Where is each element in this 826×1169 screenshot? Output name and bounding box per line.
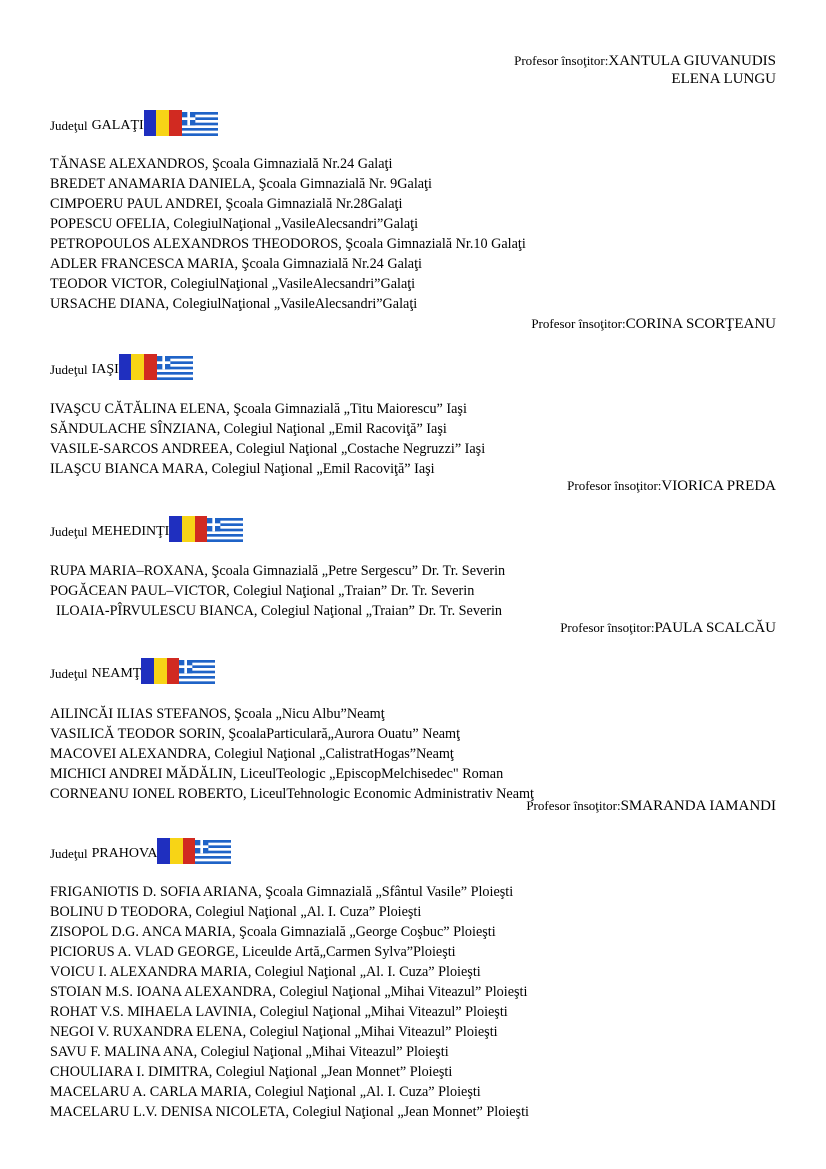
teacher-prefix: Profesor însoţitor: xyxy=(531,316,626,331)
county-name: NEAMŢ xyxy=(91,666,142,681)
teacher-name: CORINA SCORŢEANU xyxy=(625,316,776,332)
list-item: CHOULIARA I. DIMITRA, Colegiul Naţional „Jean Monnet” Ploieşti xyxy=(50,1064,453,1080)
greece-flag-icon xyxy=(195,840,231,864)
county-label: Judeţul xyxy=(50,666,88,681)
teacher-neamt xyxy=(526,797,776,815)
flags xyxy=(169,516,243,540)
list-item: URSACHE DIANA, ColegiulNaţional „VasileAlecsandri”Galaţi xyxy=(50,296,418,312)
romania-flag-icon xyxy=(157,838,195,864)
flags xyxy=(141,658,215,682)
list-item: ROHAT V.S. MIHAELA LAVINIA, Colegiul Naţional „Mihai Viteazul” Ploieşti xyxy=(50,1004,508,1020)
county-name: IAŞI xyxy=(91,362,119,377)
list-item: MACELARU L.V. DENISA NICOLETA, Colegiul Naţional „Jean Monnet” Ploieşti xyxy=(50,1104,529,1120)
list-item: TĂNASE ALEXANDROS, Şcoala Gimnazială Nr.24 Galaţi xyxy=(50,156,393,172)
county-heading-prahova xyxy=(50,834,231,862)
teacher-name-second: ELENA LUNGU xyxy=(671,71,776,87)
greece-flag-icon xyxy=(157,356,193,380)
list-item: VASILICĂ TEODOR SORIN, ŞcoalaParticulară„Aurora Ouatu” Neamţ xyxy=(50,726,461,742)
county-label: Judeţul xyxy=(50,524,88,539)
teacher-prefix: Profesor însoţitor: xyxy=(514,53,609,68)
county-label: Judeţul xyxy=(50,118,88,133)
flag-stripe xyxy=(207,534,243,537)
list-item: FRIGANIOTIS D. SOFIA ARIANA, Şcoala Gimnazială „Sfântul Vasile” Ploieşti xyxy=(50,884,514,900)
flag-cross-horizontal xyxy=(195,845,208,848)
student-list-galati xyxy=(50,154,526,314)
list-item: ILAŞCU BIANCA MARA, Colegiul Naţional „Emil Racoviţă” Iaşi xyxy=(50,461,435,477)
list-item: VASILE-SARCOS ANDREEA, Colegiul Naţional „Costache Negruzzi” Iaşi xyxy=(50,441,486,457)
county-name: PRAHOVA xyxy=(91,846,158,861)
teacher-name: VIORICA PREDA xyxy=(661,478,776,494)
list-item: NEGOI V. RUXANDRA ELENA, Colegiul Naţional „Mihai Viteazul” Ploieşti xyxy=(50,1024,498,1040)
list-item: CIMPOERU PAUL ANDREI, Şcoala Gimnazială Nr.28Galaţi xyxy=(50,196,403,212)
flag-stripe xyxy=(182,133,218,136)
list-item: TEODOR VICTOR, ColegiulNaţional „VasileAlecsandri”Galaţi xyxy=(50,276,416,292)
list-item: RUPA MARIA–ROXANA, Şcoala Gimnazială „Petre Sergescu” Dr. Tr. Severin xyxy=(50,563,506,579)
flag-stripe xyxy=(157,377,193,380)
list-item: POGĂCEAN PAUL–VICTOR, Colegiul Naţional „Traian” Dr. Tr. Severin xyxy=(50,583,475,599)
teacher-prefix: Profesor însoţitor: xyxy=(526,798,621,813)
flags xyxy=(119,354,193,378)
romania-flag-icon xyxy=(141,658,179,684)
flag-stripe xyxy=(179,681,215,684)
flag-cross-horizontal xyxy=(179,665,192,668)
teacher-prefix: Profesor însoţitor: xyxy=(567,478,662,493)
student-list-mehedinti xyxy=(50,561,505,621)
list-item: BOLINU D TEODORA, Colegiul Naţional „Al. I. Cuza” Ploieşti xyxy=(50,904,422,920)
list-item: POPESCU OFELIA, ColegiulNaţional „VasileAlecsandri”Galaţi xyxy=(50,216,419,232)
teacher-iasi xyxy=(567,477,776,495)
teacher-prefix: Profesor însoţitor: xyxy=(560,620,655,635)
list-item: MACELARU A. CARLA MARIA, Colegiul Naţional „Al. I. Cuza” Ploieşti xyxy=(50,1084,481,1100)
flag-stripe xyxy=(179,676,215,679)
county-heading-mehedinti xyxy=(50,512,243,540)
flags xyxy=(144,110,218,134)
county-heading-neamt xyxy=(50,654,215,682)
county-name: GALAŢI xyxy=(91,118,144,133)
list-item: MICHICI ANDREI MĂDĂLIN, LiceulTeologic „EpiscopMelchisedec" Roman xyxy=(50,766,504,782)
student-list-prahova xyxy=(50,882,529,1122)
list-item: ZISOPOL D.G. ANCA MARIA, Şcoala Gimnazială „George Coşbuc” Ploieşti xyxy=(50,924,496,940)
flag-cross-horizontal xyxy=(182,117,195,120)
list-item: PETROPOULOS ALEXANDROS THEODOROS, Şcoala Gimnazială Nr.10 Galaţi xyxy=(50,236,526,252)
list-item: STOIAN M.S. IOANA ALEXANDRA, Colegiul Naţional „Mihai Viteazul” Ploieşti xyxy=(50,984,528,1000)
flag-stripe xyxy=(207,539,243,542)
flag-stripe xyxy=(182,128,218,131)
flag-cross-horizontal xyxy=(157,361,170,364)
list-item-text: ILOAIA-PÎRVULESCU BIANCA, Colegiul Naţional „Traian” Dr. Tr. Severin xyxy=(56,603,503,619)
list-item: ADLER FRANCESCA MARIA, Şcoala Gimnazială Nr.24 Galaţi xyxy=(50,256,422,272)
teacher-name: SMARANDA IAMANDI xyxy=(620,798,776,814)
student-list-iasi xyxy=(50,399,485,479)
flag-stripe xyxy=(195,861,231,864)
teacher-galati xyxy=(531,315,776,333)
flags xyxy=(157,838,231,862)
list-item: VOICU I. ALEXANDRA MARIA, Colegiul Naţional „Al. I. Cuza” Ploieşti xyxy=(50,964,481,980)
county-label: Judeţul xyxy=(50,846,88,861)
teacher-name: XANTULA GIUVANUDIS xyxy=(608,53,776,69)
teacher-name: PAULA SCALCĂU xyxy=(654,620,776,636)
romania-flag-icon xyxy=(119,354,157,380)
romania-flag-icon xyxy=(144,110,182,136)
list-item: MACOVEI ALEXANDRA, Colegiul Naţional „CalistratHogas”Neamţ xyxy=(50,746,454,762)
list-item: CORNEANU IONEL ROBERTO, LiceulTehnologic Economic Administrativ Neamţ xyxy=(50,786,534,802)
greece-flag-icon xyxy=(179,660,215,684)
list-item: SĂNDULACHE SÎNZIANA, Colegiul Naţional „Emil Racoviţă” Iaşi xyxy=(50,421,447,437)
list-item: AILINCĂI ILIAS STEFANOS, Şcoala „Nicu Albu”Neamţ xyxy=(50,706,385,722)
list-item: SAVU F. MALINA ANA, Colegiul Naţional „Mihai Viteazul” Ploieşti xyxy=(50,1044,449,1060)
flag-cross-horizontal xyxy=(207,523,220,526)
flag-stripe xyxy=(195,856,231,859)
list-item xyxy=(50,601,505,621)
list-item: IVAŞCU CĂTĂLINA ELENA, Şcoala Gimnazială „Titu Maiorescu” Iaşi xyxy=(50,401,467,417)
greece-flag-icon xyxy=(182,112,218,136)
student-list-neamt xyxy=(50,704,534,804)
romania-flag-icon xyxy=(169,516,207,542)
list-item: BREDET ANAMARIA DANIELA, Şcoala Gimnazială Nr. 9Galaţi xyxy=(50,176,432,192)
list-item: PICIORUS A. VLAD GEORGE, Liceulde Artă„Carmen Sylva”Ploieşti xyxy=(50,944,456,960)
county-heading-galati xyxy=(50,106,218,134)
flag-stripe xyxy=(157,372,193,375)
teacher-header xyxy=(514,52,776,88)
county-label: Judeţul xyxy=(50,362,88,377)
county-heading-iasi xyxy=(50,350,193,378)
teacher-mehedinti xyxy=(560,619,776,637)
greece-flag-icon xyxy=(207,518,243,542)
county-name: MEHEDINŢI xyxy=(91,524,170,539)
